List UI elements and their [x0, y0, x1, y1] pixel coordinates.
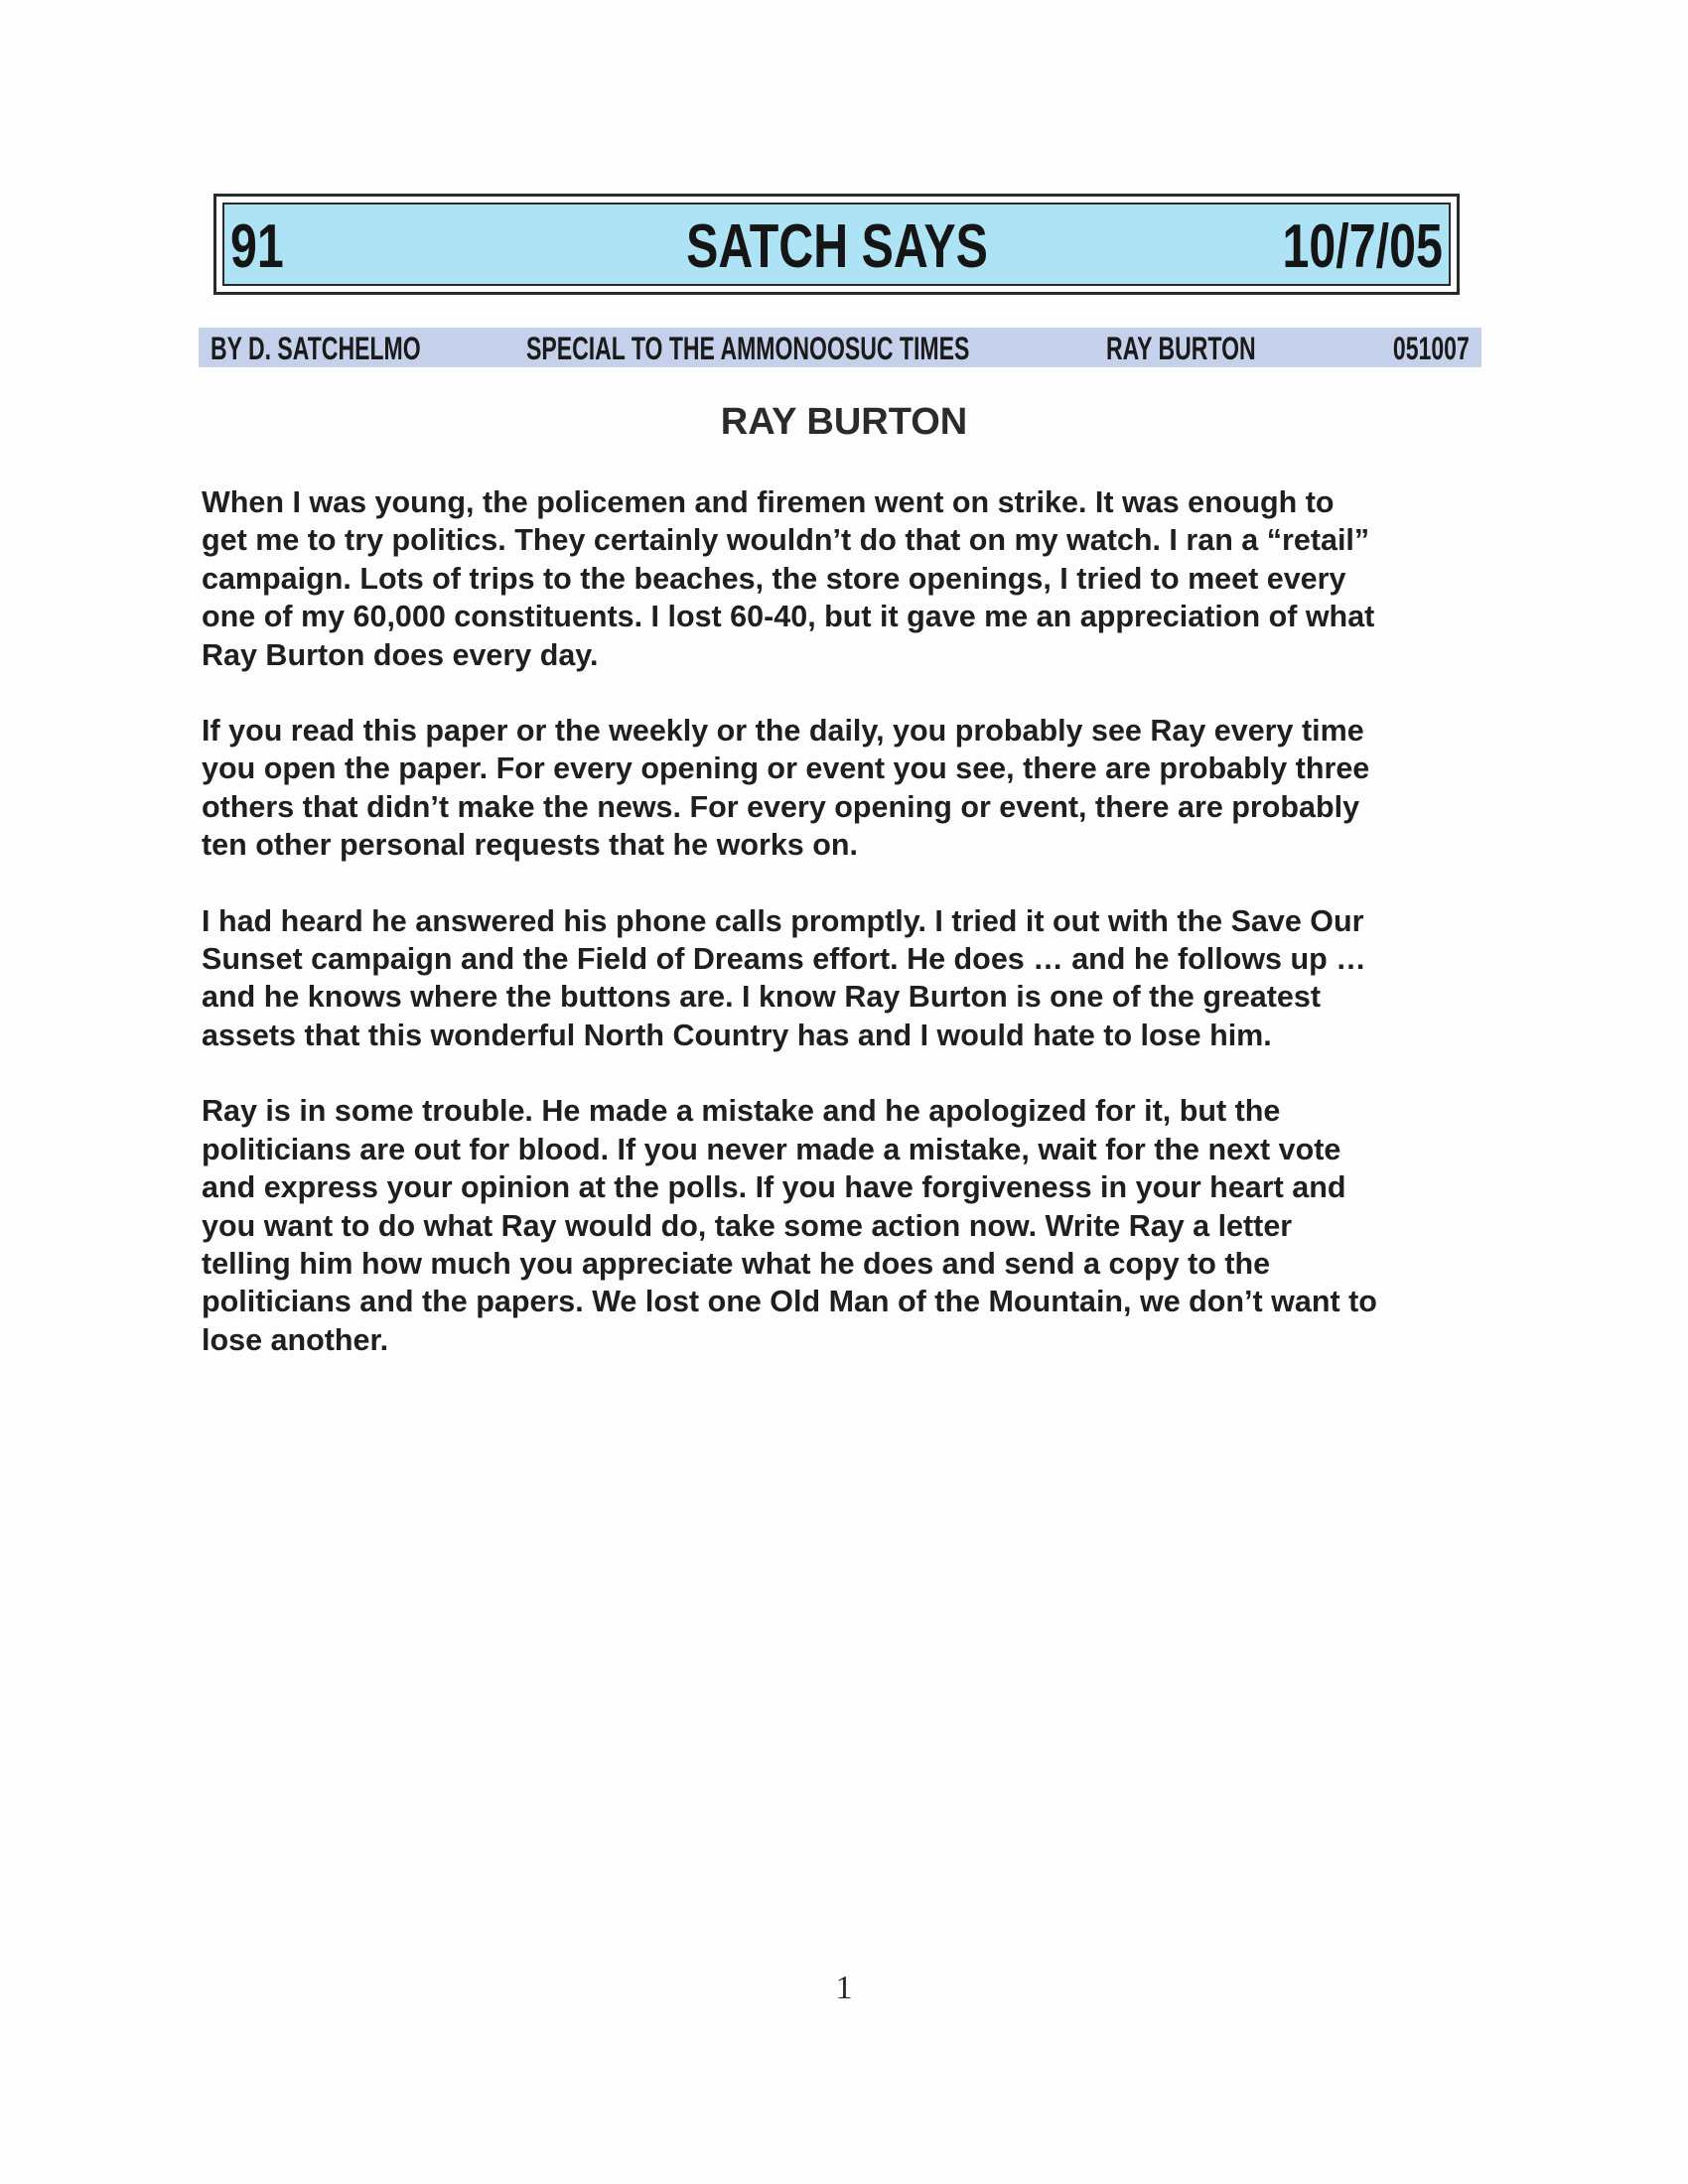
text-line: Ray is in some trouble. He made a mistake and he apologized for it, but the [202, 1094, 1281, 1129]
text-line: If you read this paper or the weekly or the daily, you probably see Ray every time [202, 714, 1364, 749]
text-line: you want to do what Ray would do, take some action now. Write Ray a letter [202, 1208, 1293, 1243]
text-line: telling him how much you appreciate what he does and send a copy to the [202, 1246, 1271, 1281]
text-line: politicians are out for blood. If you never made a mistake, wait for the next vote [202, 1132, 1341, 1166]
article-body [202, 483, 1492, 1397]
paragraph-4 [202, 1092, 1492, 1359]
text-line: Sunset campaign and the Field of Dreams effort. He does … and he follows up … [202, 942, 1366, 977]
text-line: Ray Burton does every day. [202, 637, 599, 672]
text-line: politicians and the papers. We lost one Old Man of the Mountain, we don’t want to [202, 1285, 1377, 1319]
issue-number: 91 [230, 212, 284, 281]
text-line: campaign. Lots of trips to the beaches, the store openings, I tried to meet every [202, 561, 1346, 596]
byline-author: BY D. SATCHELMO [211, 331, 421, 366]
article-title: RAY BURTON [720, 401, 968, 443]
column-date: 10/7/05 [1282, 212, 1443, 281]
text-line: one of my 60,000 constituents. I lost 60-40, but it gave me an appreciation of what [202, 600, 1375, 634]
text-line: I had heard he answered his phone calls promptly. I tried it out with the Save Our [202, 903, 1364, 938]
text-line: you open the paper. For every opening or event you see, there are probably three [202, 751, 1370, 786]
column-banner [213, 194, 1460, 295]
byline-strip [199, 328, 1481, 367]
byline-code: 051007 [1393, 331, 1470, 366]
text-line: get me to try politics. They certainly wouldn’t do that on my watch. I ran a “retail” [202, 523, 1370, 558]
paragraph-3 [202, 902, 1492, 1055]
text-line: ten other personal requests that he works on. [202, 828, 858, 863]
page-number: 1 [835, 1970, 853, 2006]
text-line: and he knows where the buttons are. I know Ray Burton is one of the greatest [202, 980, 1321, 1015]
paragraph-1 [202, 483, 1492, 674]
column-title: SATCH SAYS [685, 212, 988, 281]
text-line: others that didn’t make the news. For every opening or event, there are probably [202, 789, 1360, 824]
text-line: When I was young, the policemen and firemen went on strike. It was enough to [202, 485, 1335, 519]
text-line: assets that this wonderful North Country has and I would hate to lose him. [202, 1018, 1272, 1052]
text-line: and express your opinion at the polls. If you have forgiveness in your heart and [202, 1170, 1346, 1205]
byline-publication: SPECIAL TO THE AMMONOOSUC TIMES [526, 331, 970, 366]
byline-subject: RAY BURTON [1106, 331, 1256, 366]
text-line: lose another. [202, 1322, 389, 1357]
column-banner-fill [222, 203, 1451, 286]
paragraph-2 [202, 712, 1492, 865]
